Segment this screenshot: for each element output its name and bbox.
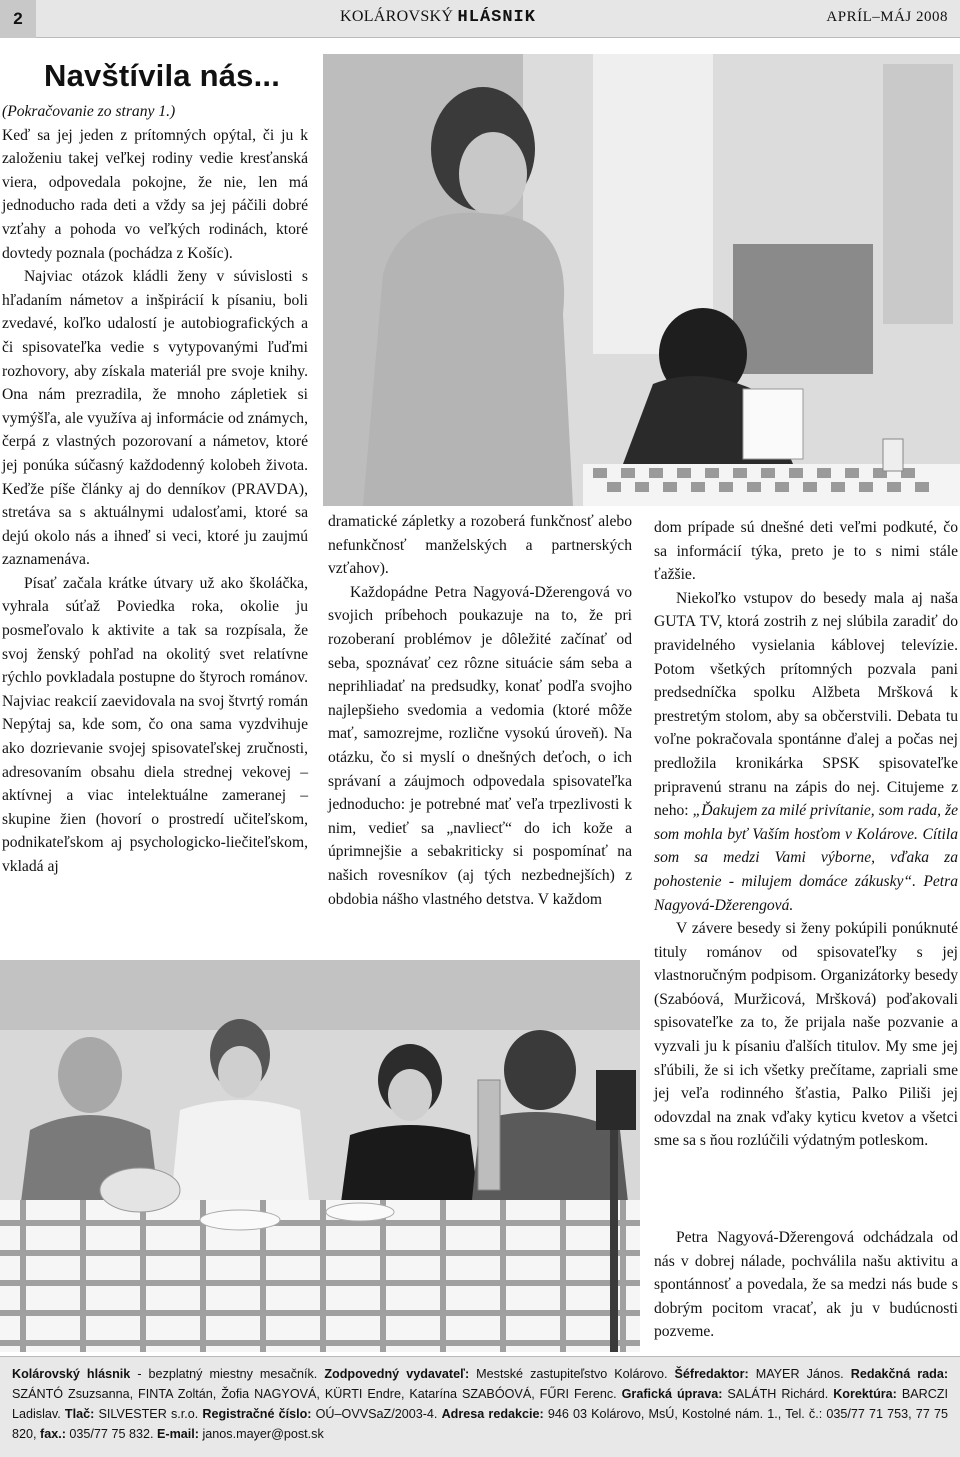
- issue-date: APRÍL–MÁJ 2008: [826, 9, 948, 25]
- footer-text: Mestské zastupiteľstvo Kolárovo.: [469, 1367, 675, 1381]
- publication-title: [340, 8, 536, 27]
- footer-text: 946 03 Kolárovo, MsÚ, Kostolné nám. 1., Tel. č.: 035/77 71 753, 77 75 820,: [12, 1407, 948, 1441]
- paragraph: dramatické zápletky a rozoberá funkčnosť alebo nefunkčnosť manželských a partnerských vzťahov).: [328, 513, 632, 578]
- paragraph-with-quote: [654, 587, 958, 917]
- paragraph: V závere besedy si ženy pokúpili ponúknuté tituly románov od spisovateľky s jej vlastnoručným podpisom. Organizátorky besedy (Szabóová, Muržicová, Mršková) poďakovali spisovateľke za to, že prijala naše pozvanie a vyzvali ju k písaniu ďalších titulov. My sme jej sľúbili, že si ich všetky prečítame, zapriali sme jej veľa rodinného šťastia, Palko Piliši jej odovzdal na znak vďaky kyticu kvetov a všetci sme sa s ňou rozlúčili výdatným potleskom.: [654, 920, 958, 1150]
- photo-audience-table-image: [0, 960, 640, 1352]
- footer-label: Registračné číslo:: [202, 1407, 312, 1421]
- continuation-note: (Pokračovanie zo strany 1.): [2, 103, 176, 120]
- footer-label: Zodpovedný vydavateľ:: [324, 1367, 470, 1381]
- photo-author-signing-image: [323, 54, 960, 506]
- footer-text: 035/77 75 832.: [65, 1427, 157, 1441]
- article-column-3-closing: [654, 1226, 958, 1344]
- guestbook-quote: „Ďakujem za milé privítanie, som rada, že som mohla byť Vaším hosťom v Kolárove. Cítila som sa medzi Vami výborne, vďaka za pohostenie - milujem domáce zákusky“. Petra Nagyová-Džerengová.: [654, 802, 958, 914]
- footer-email[interactable]: janos.mayer@post.sk: [198, 1427, 324, 1441]
- paragraph-text: Niekoľko vstupov do besedy mala aj naša GUTA TV, ktorá zostrih z nej slúbila zaradiť do pravidelného vysielania káblovej televízie. Potom všetkých prítomných pozvala pani predsedníčka spolku Alžbeta Mršková k prestretým stolom, aby sa občerstvili. Debata tu voľne pokračovala spontánne ďalej a počas nej predložila kronikárka SPSK spisovateľke pripravenú stranu na zápis do nej. Citujeme z neho:: [654, 589, 958, 820]
- article-headline: Navštívila nás...: [44, 58, 281, 93]
- footer-label: Korektúra:: [833, 1387, 897, 1401]
- paragraph: Petra Nagyová-Džerengová odchádzala od nás v dobrej nálade, pochválila našu aktivitu a spontánnosť a povedala, že sa medzi nás bude s dobrým pocitom vracať, ak ju v budúcnosti pozveme.: [654, 1229, 958, 1341]
- page-header: [0, 0, 960, 38]
- footer-text: SALÁTH Richárd.: [722, 1387, 834, 1401]
- publication-title-regular: KOLÁROVSKÝ: [340, 8, 454, 25]
- page-number: 2: [0, 0, 36, 38]
- footer-text: SZÁNTÓ Zsuzsanna, FINTA Zoltán, Žofia NAGYOVÁ, KÜRTI Endre, Katarína SZABÓOVÁ, FŰRI Ferenc.: [12, 1387, 622, 1401]
- footer-label: Tlač:: [64, 1407, 95, 1421]
- footer-text: OÚ–OVVSaZ/2003-4.: [311, 1407, 442, 1421]
- footer-text: MAYER János.: [748, 1367, 844, 1381]
- photo-author-signing: [323, 54, 960, 506]
- footer-text: BARCZI Ladislav.: [12, 1387, 948, 1421]
- publication-title-bold: HLÁSNIK: [457, 8, 536, 27]
- footer-label: Šéfredaktor:: [674, 1367, 749, 1381]
- article-column-1: [2, 100, 308, 879]
- paragraph: Najviac otázok kládli ženy v súvislosti s hľadaním námetov a inšpirácií k písaniu, boli zvedavé, koľko udalostí je autobiografických a či spisovateľka vedie s vytypovanými ľuďmi rozhovory, aby získala materiál pre svoje knihy. Ona nám prezradila, že mnoho zápletiek si vymýšľa, ale využíva aj informácie od známych, čerpá z vlastných pozorovaní a námetov, ktoré jej ponúka súčasný každodenný kolobeh života. Keďže píše články aj do denníkov (PRAVDA), stretáva sa s aktuálnymi udalosťami, ktoré sa dejú okolo nás a ihneď si veci, ktoré ju zaujmú zaznamenáva.: [2, 268, 308, 569]
- paragraph: Písať začala krátke útvary už ako školáčka, vyhrala súťaž Poviedka roka, okolie ju posmeľovalo k aktivite a tak sa rozpísala, že svoj ženský pohľad na okolitý svet relatívne rýchlo povkladala postupne do štyroch románov. Najviac reakcií zaevidovala na svoj štvrtý román Nepýtaj sa, kde som, čo ona sama vyzdvihuje ako dozrievanie svojej spisovateľskej zručnosti, adresovaním obsahu diela strednej vekovej – aktívnej a viac intelektuálne zameranej – skupine žien (hovorí o prostredí učiteľskom, podnikateľskom aj psychologicko-liečiteľskom, vkladá aj: [2, 574, 308, 875]
- footer-text: - bezplatný miestny mesačník.: [130, 1367, 325, 1381]
- footer-label: Grafická úprava:: [621, 1387, 723, 1401]
- footer-label: Adresa redakcie:: [441, 1407, 544, 1421]
- article-column-2: [328, 510, 632, 911]
- paragraph: Každopádne Petra Nagyová-Džerengová vo svojich príbehoch poukazuje na to, že pri rozoberaní problémov je dôležité začínať od seba, spoznávať cez rôzne situácie sám seba a neprihliadať na predsudky, konať podľa svojho najlepšieho svedomia a vedomia (ktoré môže mať, samozrejme, rozlične vysokú úroveň). Na otázku, čo si myslí o dnešných deťoch, o ich správaní a záujmoch odpovedala spisovateľka jednoducho: je potrebné mať veľa trpezlivosti k nim, vedieť sa „navliecť“ do ich kože a úprimnejšie a sebakriticky si pospomínať na našich rovesníkov (aj tých nezbednejších) z obdobia nášho vlastného detstva. V každom: [328, 583, 632, 908]
- footer-pub-name: Kolárovský hlásnik: [12, 1367, 131, 1381]
- footer-text: SILVESTER s.r.o.: [94, 1407, 203, 1421]
- footer-label: E-mail:: [156, 1427, 199, 1441]
- masthead-footer: [0, 1356, 960, 1457]
- paragraph: Keď sa jej jeden z prítomných opýtal, či ju k založeniu takej veľkej rodiny vedie kresťanská viera, odpovedala pokojne, že nie, len má jednoducho rada deti a vždy sa jej páčili dobré vzťahy a pohoda vo veľkých rodinách, ktoré dovtedy poznala (pochádza z Košíc).: [2, 126, 308, 262]
- photo-audience-table: [0, 960, 640, 1352]
- article-column-3: [654, 516, 958, 1153]
- footer-label: Redakčná rada:: [850, 1367, 949, 1381]
- paragraph: dom prípade sú dnešné deti veľmi podkuté, čo sa informácií týka, preto je to s nimi stále ťažšie.: [654, 519, 958, 584]
- footer-label: fax.:: [40, 1427, 66, 1441]
